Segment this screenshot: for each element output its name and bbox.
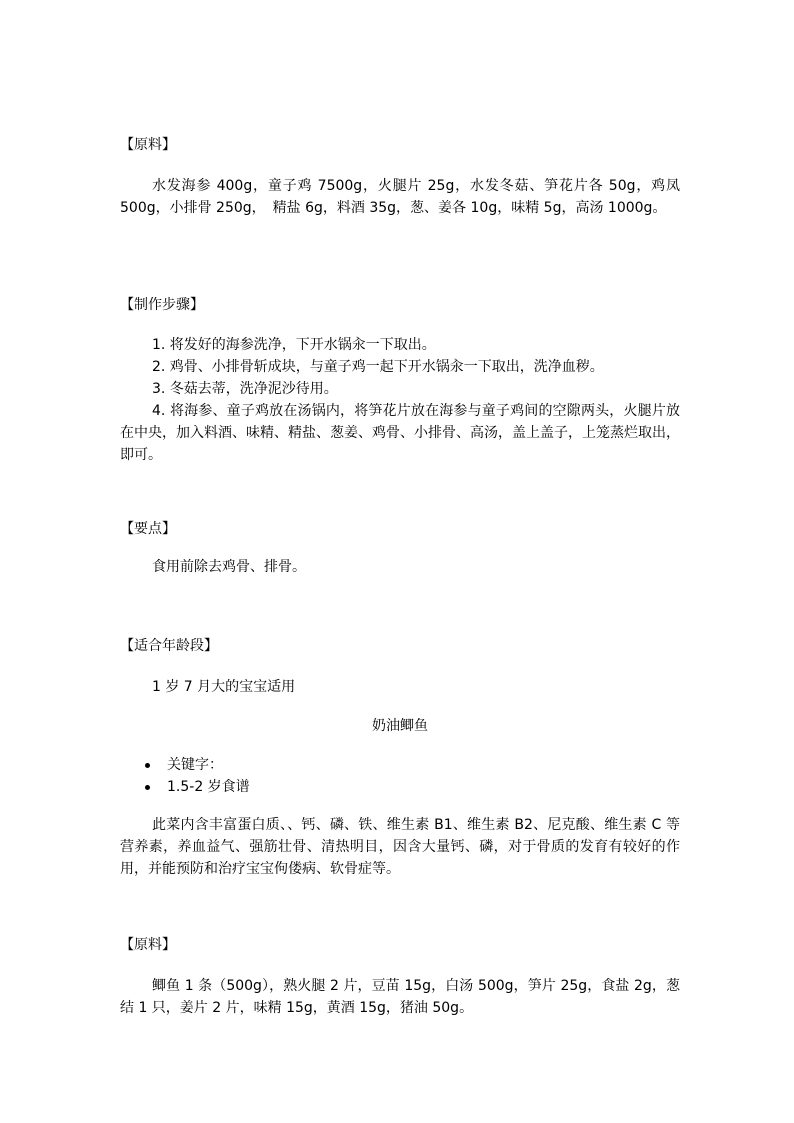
keyword-list bbox=[120, 754, 680, 798]
list-item bbox=[120, 776, 680, 798]
recipe-title: 奶油鲫鱼 bbox=[372, 718, 428, 734]
ingredients-text: 水发海参 400g，童子鸡 7500g，火腿片 25g，水发冬菇、笋花片各 50g，鸡凤 500g，小排骨 250g， 精盐 6g，料酒 35g，葱、姜各 10g，味精 5g，高汤 1000g。 bbox=[120, 178, 680, 216]
ingredients-heading: 【原料】 bbox=[120, 137, 176, 153]
recipe-intro: 此菜内含丰富蛋白质、、钙、磷、铁、维生素 B1、维生素 B2、尼克酸、维生素 C 等营养素，养血益气、强筋壮骨、清热明目，因含大量钙、磷，对于骨质的发育有较好的作用，并能预防和治疗宝宝佝偻病、软骨症等。 bbox=[120, 817, 680, 877]
list-item bbox=[120, 754, 680, 776]
ingredients-text-2: 鲫鱼 1 条（500g），熟火腿 2 片，豆苗 15g，白汤 500g，笋片 25g，食盐 2g，葱结 1 只，姜片 2 片，味精 15g，黄酒 15g，猪油 50g。 bbox=[120, 978, 680, 1016]
steps-heading: 【制作步骤】 bbox=[120, 297, 204, 313]
age-text: 1 岁 7 月大的宝宝适用 bbox=[152, 679, 296, 695]
ingredients-heading-2: 【原料】 bbox=[120, 937, 176, 953]
bullet-icon bbox=[145, 785, 150, 790]
keyword-label: 关键字： bbox=[167, 757, 223, 773]
step-item: 3. 冬菇去蒂，洗净泥沙待用。 bbox=[152, 381, 338, 397]
age-heading: 【适合年龄段】 bbox=[120, 638, 218, 654]
step-item: 4. 将海参、童子鸡放在汤锅内，将笋花片放在海参与童子鸡间的空隙两头，火腿片放在中央，加入料酒、味精、精盐、葱姜、鸡骨、小排骨、高汤，盖上盖子，上笼蒸烂取出，即可。 bbox=[120, 403, 680, 463]
steps-list bbox=[120, 334, 680, 466]
keypoints-heading: 【要点】 bbox=[120, 521, 176, 537]
keyword-link[interactable]: 1.5-2 岁食谱 bbox=[167, 779, 250, 795]
step-item: 1. 将发好的海参洗净，下开水锅汆一下取出。 bbox=[152, 337, 436, 353]
bullet-icon bbox=[145, 763, 150, 768]
keypoints-text: 食用前除去鸡骨、排骨。 bbox=[152, 559, 306, 575]
step-item: 2. 鸡骨、小排骨斩成块，与童子鸡一起下开水锅汆一下取出，洗净血秽。 bbox=[152, 359, 604, 375]
